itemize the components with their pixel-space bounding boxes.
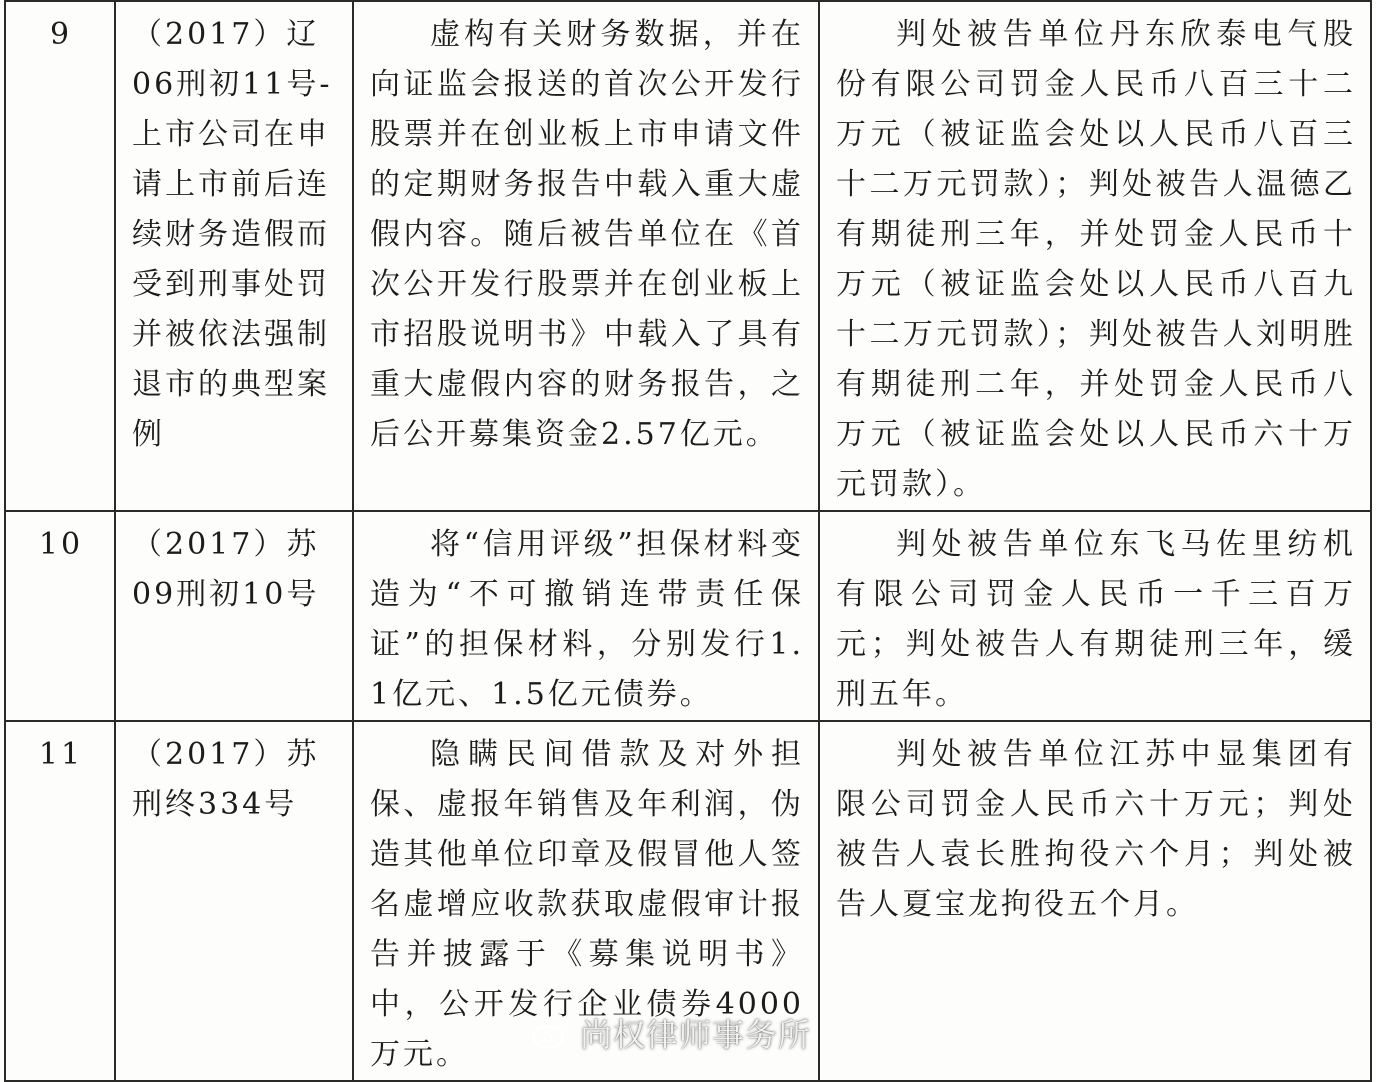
case-reference-cell: （2017）苏09刑初10号 (115, 511, 353, 721)
weibo-icon (530, 1016, 572, 1050)
case-facts-cell: 隐瞒民间借款及对外担保、虚报年销售及年利润，伪造其他单位印章及假冒他人签名虚增应收款获取虚假审计报告并披露于《募集说明书》中，公开发行企业债券4000万元。 (353, 721, 819, 1081)
case-reference-cell: （2017）苏刑终334号 (115, 721, 353, 1081)
case-number-cell: 10 (5, 511, 115, 721)
case-facts-cell: 将“信用评级”担保材料变造为“不可撤销连带责任保证”的担保材料，分别发行1.1亿元、1.5亿元债券。 (353, 511, 819, 721)
case-number-cell: 9 (5, 1, 115, 511)
table-row (5, 511, 1371, 721)
watermark-text: 尚权律师事务所 (580, 1016, 812, 1054)
case-number-cell: 11 (5, 721, 115, 1081)
table-row (5, 1, 1371, 511)
case-judgment-cell: 判处被告单位丹东欣泰电气股份有限公司罚金人民币八百三十二万元（被证监会处以人民币八百三十二万元罚款）；判处被告人温德乙有期徒刑三年，并处罚金人民币十万元（被证监会处以人民币八百九十二万元罚款）；判处被告人刘明胜有期徒刑二年，并处罚金人民币八万元（被证监会处以人民币六十万元罚款）。 (819, 1, 1371, 511)
case-reference-cell: （2017）辽06刑初11号-上市公司在申请上市前后连续财务造假而受到刑事处罚并被依法强制退市的典型案例 (115, 1, 353, 511)
case-table (4, 0, 1372, 1082)
case-judgment-cell: 判处被告单位东飞马佐里纺机有限公司罚金人民币一千三百万元；判处被告人有期徒刑三年，缓刑五年。 (819, 511, 1371, 721)
case-judgment-cell: 判处被告单位江苏中显集团有限公司罚金人民币六十万元；判处被告人袁长胜拘役六个月；判处被告人夏宝龙拘役五个月。 (819, 721, 1371, 1081)
case-facts-cell: 虚构有关财务数据，并在向证监会报送的首次公开发行股票并在创业板上市申请文件的定期财务报告中载入重大虚假内容。随后被告单位在《首次公开发行股票并在创业板上市招股说明书》中载入了具有重大虚假内容的财务报告，之后公开募集资金2.57亿元。 (353, 1, 819, 511)
watermark (530, 1010, 811, 1056)
